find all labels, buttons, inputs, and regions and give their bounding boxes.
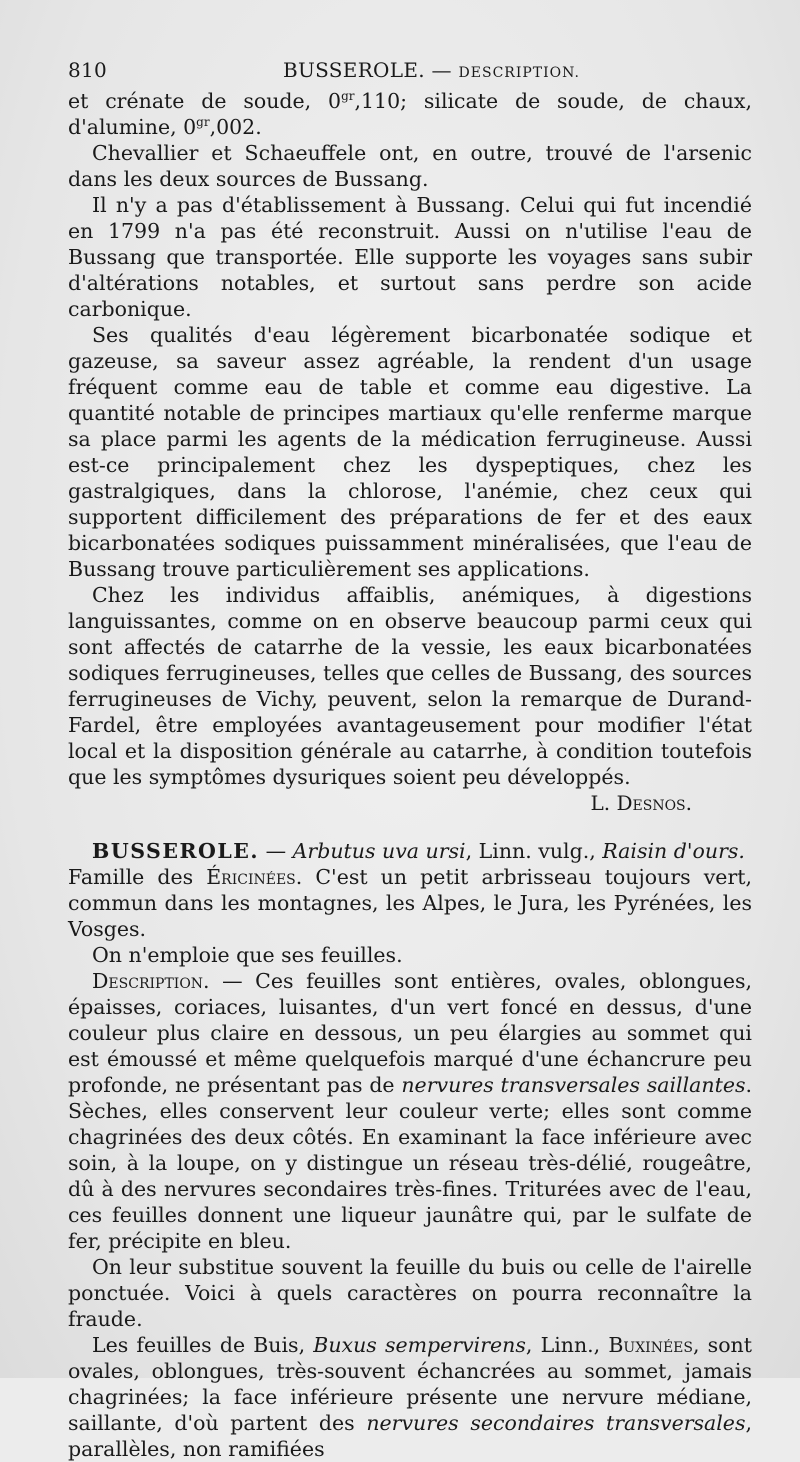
entry-headword: BUSSEROLE. <box>92 839 260 863</box>
vulgar-name: Raisin d'ours. <box>602 839 745 863</box>
paragraph-indications: Chez les individus affaiblis, anémiques, à digestions languissantes, comme on en observe beaucoup parmi ceux qui sont affectés de catarrhe de la vessie, les eaux bicarbonatées sodiques ferrugineuses, telles que celles de Bussang, des sources ferrugineuses de Vichy, peuvent, selon la remarque de Durand-Fardel, être employées avantageusement pour modifier l'état local et la disposition générale au catarrhe, à condition toutefois que les symptômes dysuriques soient peu développés. <box>68 583 752 789</box>
entry-substitution: On leur substitue souvent la feuille du buis ou celle de l'airelle ponctuée. Voici à quels caractères on pourra reconnaître la fraude. <box>68 1255 752 1331</box>
paragraph-arsenic: Chevallier et Schaeuffele ont, en outre, trouvé de l'arsenic dans les deux sources de Bussang. <box>68 141 752 191</box>
entry-usage: On n'emploie que ses feuilles. <box>92 943 403 967</box>
running-title-main: BUSSEROLE. — <box>283 58 452 82</box>
running-title-section: DESCRIPTION. <box>458 65 580 81</box>
paragraph-qualities: Ses qualités d'eau légèrement bicarbonatée sodique et gazeuse, sa saveur assez agréable, la rendent d'un usage fréquent comme eau de table et comme eau digestive. La quantité notable de principes martiaux qu'elle renferme marque sa place parmi les agents de la médication ferrugineuse. Aussi est-ce principalement chez les dyspeptiques, chez les gastralgiques, dans la chlorose, l'anémie, chez ceux qui supportent difficilement des préparations de fer et des eaux bicarbonatées sodiques puissamment minéralisées, que l'eau de Bussang trouve particulièrement ses applications. <box>68 323 752 581</box>
author-signature: L. Desnos. <box>590 791 692 815</box>
paragraph-composition: et crénate de soude, $0^{gr},110$; silicate de soude, de chaux, d'alumine, $0^{gr},002$. <box>68 89 753 139</box>
page-number: 810 <box>68 58 108 82</box>
description-label: Description <box>92 969 204 993</box>
latin-name: Arbutus uva ursi <box>292 839 466 863</box>
entry-buis: Les feuilles de Buis, Buxus sempervirens, Linn., Buxinées, sont ovales, oblongues, très-souvent échancrées au sommet, jamais chagrinées; la face inférieure présente une nervure médiane, saillante, d'où partent des nervures secondaires transversales, parallèles, non ramifiées <box>68 1333 752 1461</box>
running-header <box>68 58 752 88</box>
article-body <box>68 88 752 1462</box>
paragraph-establishment: Il n'y a pas d'établissement à Bussang. Celui qui fut incendié en 1799 n'a pas été reconstruit. Aussi on n'utilise l'eau de Bussang que transportée. Elle supporte les voyages sans subir d'altérations notables, et surtout sans perdre son acide carbonique. <box>68 193 752 321</box>
entry-family: Famille des Éricinées. C'est un petit arbrisseau toujours vert, commun dans les montagnes, les Alpes, le Jura, les Pyrénées, les Vosges. <box>68 865 752 941</box>
entry-busserole-intro: BUSSEROLE. — Arbutus uva ursi, Linn. vulg., Raisin d'ours. <box>92 839 745 863</box>
entry-description: Description. — Ces feuilles sont entières, ovales, oblongues, épaisses, coriaces, luisantes, d'un vert foncé en dessus, d'une couleur plus claire en dessous, un peu élargies au sommet qui est émoussé et même quelquefois marqué d'une échancrure peu profonde, ne présentant pas de nervures transversales saillantes. Sèches, elles conservent leur couleur verte; elles sont comme chagrinées des deux côtés. En examinant la face inférieure avec soin, à la loupe, on y distingue un réseau très-délié, rougeâtre, dû à des nervures secondaires très-fines. Triturées avec de l'eau, ces feuilles donnent une liqueur jaunâtre qui, par le sulfate de fer, précipite en bleu. <box>68 969 753 1253</box>
running-title <box>283 58 580 82</box>
